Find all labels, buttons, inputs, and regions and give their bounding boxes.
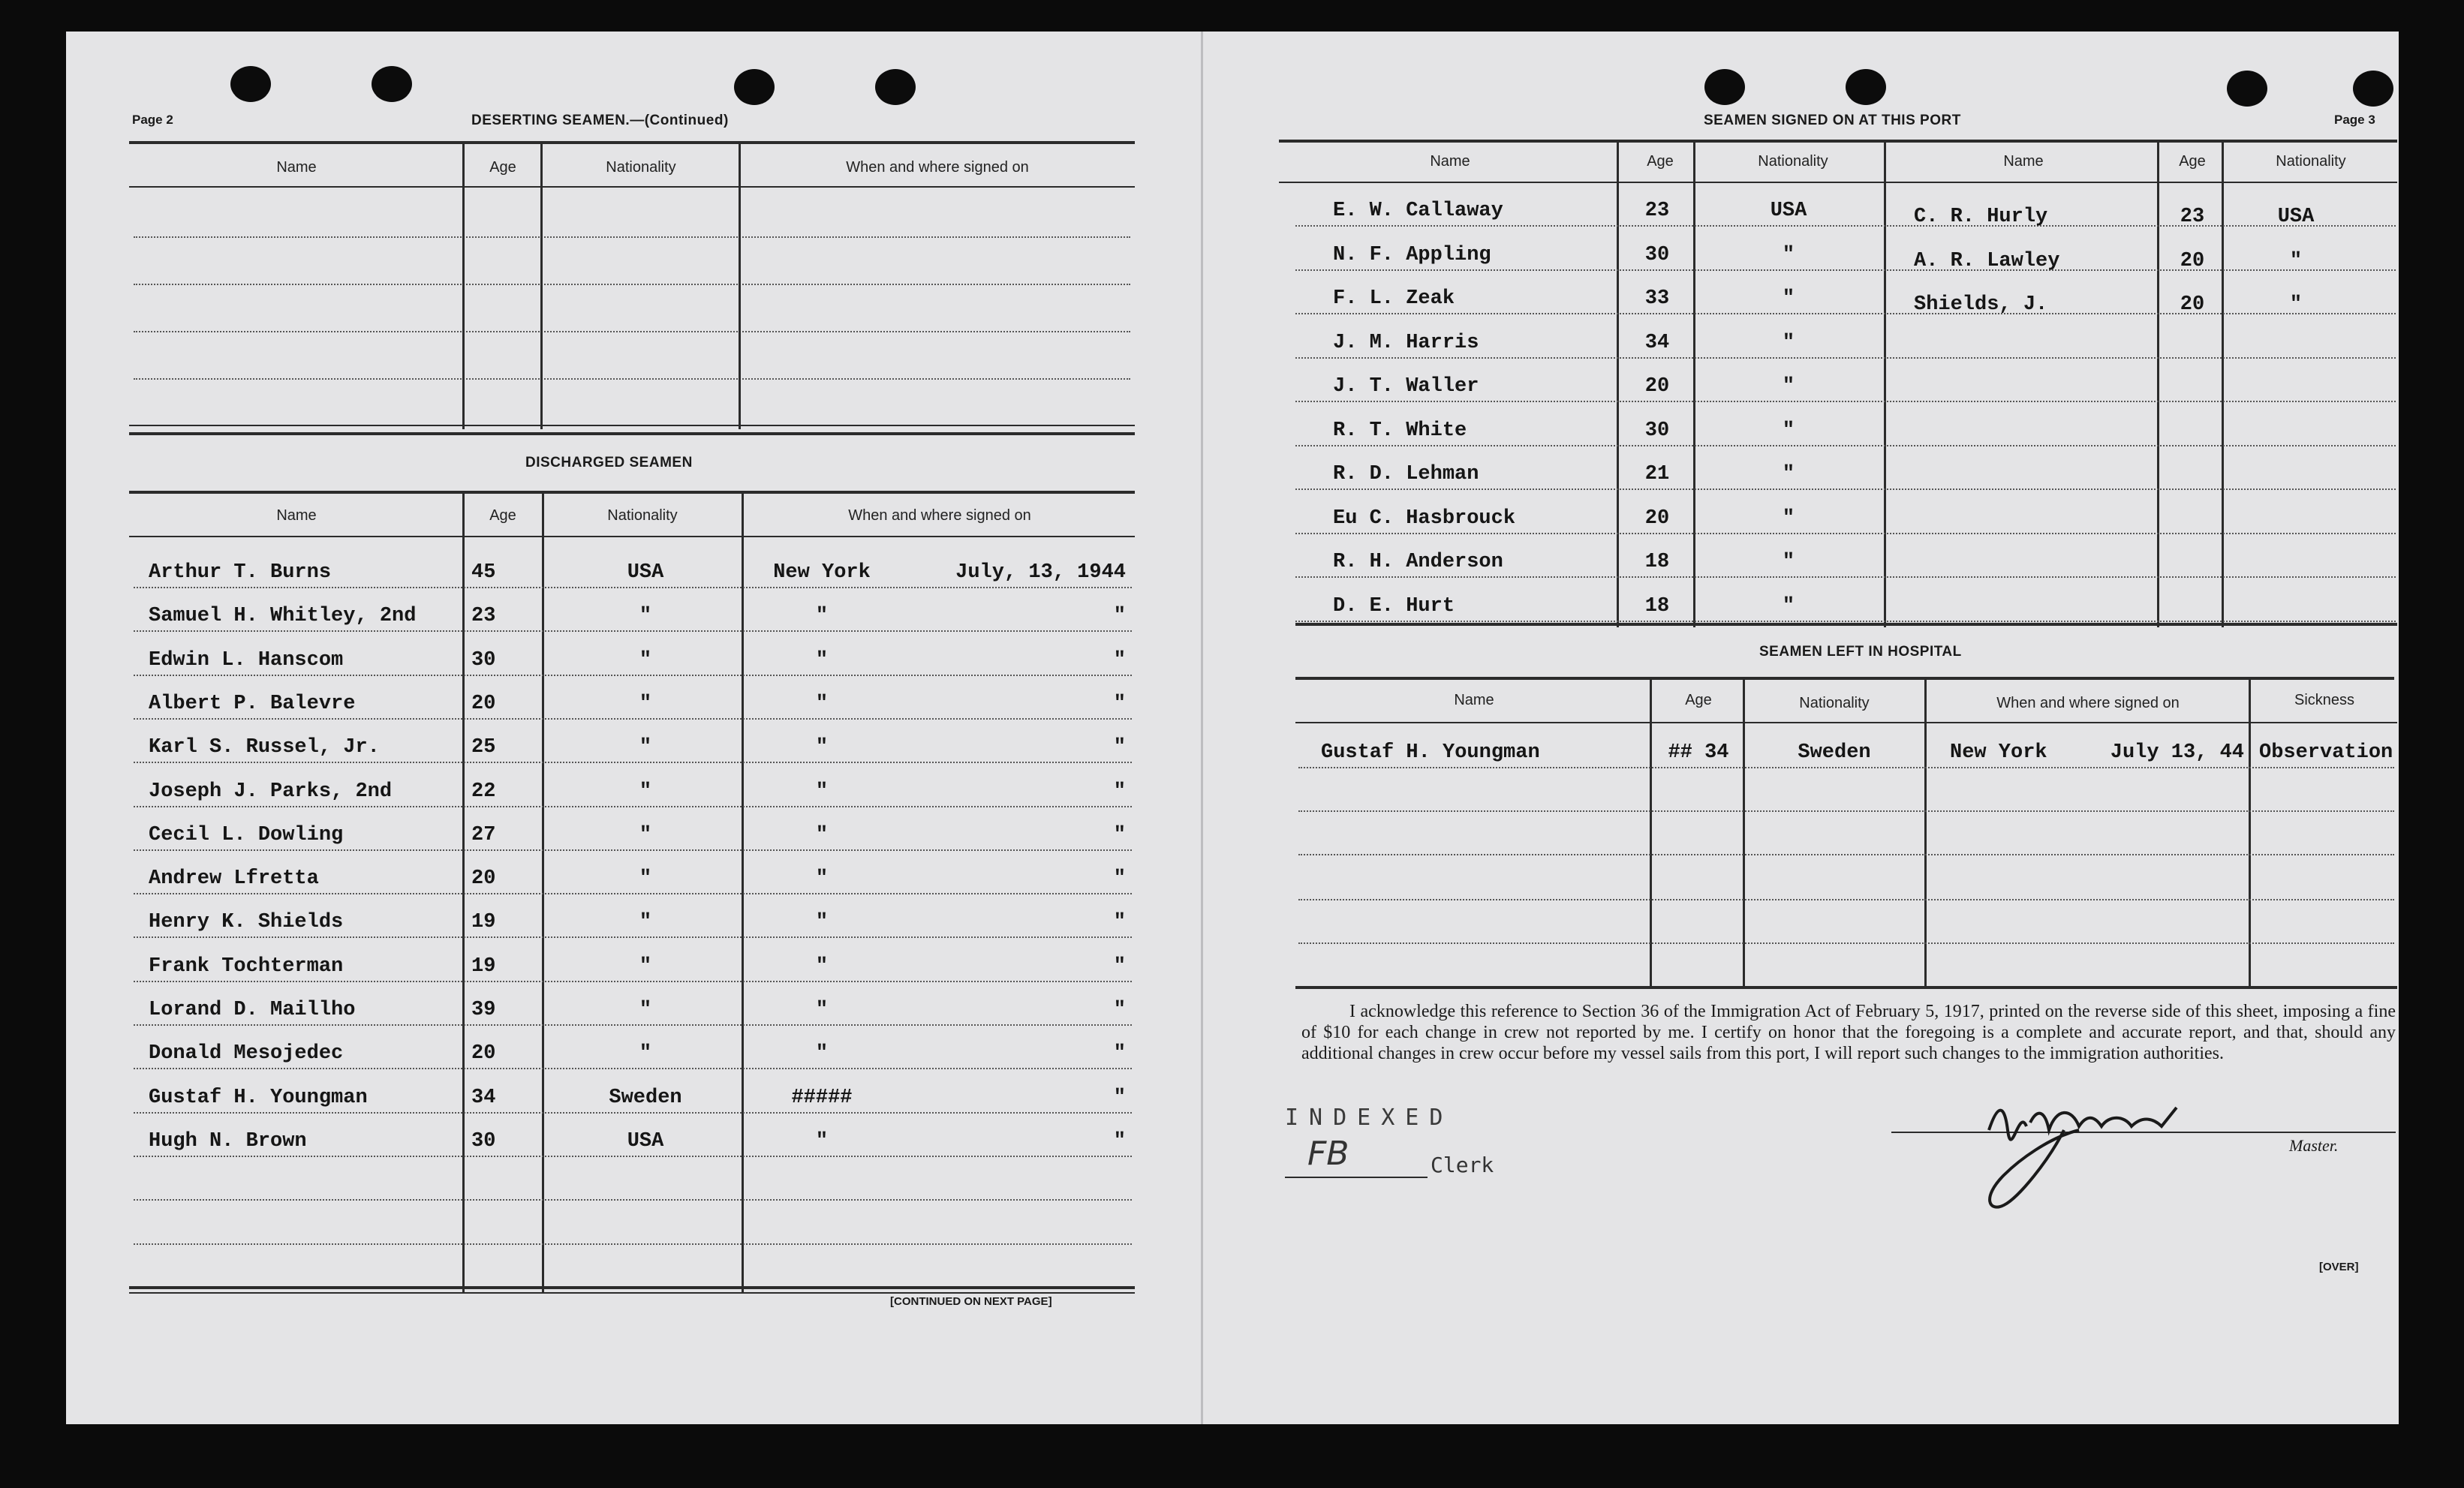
column-divider [2157,143,2159,627]
page-fold [1201,32,1203,1424]
row-line [1295,401,2396,402]
discharged-age: 30 [471,1129,496,1153]
discharged-place: " [815,911,829,934]
signed-nationality: " [1782,287,1795,310]
row-line [134,1243,1132,1245]
discharged-place: " [815,605,829,628]
rule [129,432,1135,435]
discharged-date: " [1113,1129,1126,1153]
deserting-header-signed-on: When and where signed on [846,159,1029,176]
discharged-age: 19 [471,911,496,934]
row-line [134,675,1132,676]
signed-nationality: " [1782,463,1795,485]
discharged-name: Joseph J. Parks, 2nd [149,780,393,803]
discharged-nationality: " [639,736,652,759]
discharged-date: July, 13, 1944 [955,561,1126,584]
rule [1285,1177,1428,1178]
row-line [1298,767,2394,768]
rule [129,425,1135,426]
discharged-name: Albert P. Balevre [149,692,356,715]
row-line [1295,576,2396,578]
discharged-header-name: Name [276,507,317,524]
discharged-place: " [815,1129,829,1153]
certification-text: I acknowledge this reference to Section 36 of the Immigration Act of February 5, 1917, printed on the reverse side of this sheet, imposing a fine of $10 for each change in crew not reported by me. I certify on honor that the foregoing is a complete and accurate report, and that, should any additional changes in crew occur before my vessel sails from this port, I will report such changes to the immigration authorities. [1301,1002,2396,1063]
discharged-name: Donald Mesojedec [149,1042,344,1066]
row-line [1295,357,2396,359]
row-line [134,893,1132,894]
signed-name: R. D. Lehman [1333,463,1479,485]
row-line [134,1156,1132,1157]
signed-age-2: 20 [2180,249,2205,272]
signed-on-title: SEAMEN SIGNED ON AT THIS PORT [1704,113,1961,128]
discharged-place: " [815,999,829,1021]
signed-name-2: C. R. Hurly [1914,206,2048,228]
master-label: Master. [2289,1136,2339,1155]
discharged-name: Henry K. Shields [149,911,344,934]
row-line [134,378,1130,380]
discharged-nationality: " [639,999,652,1021]
signed-header-name: Name [1430,153,1470,170]
row-line [134,1112,1132,1114]
discharged-place: ##### [791,1086,853,1109]
discharged-age: 30 [471,648,496,672]
row-line [134,1199,1132,1201]
rule [129,141,1135,144]
discharged-nationality: " [639,1042,652,1066]
row-line [1298,854,2394,855]
discharged-age: 39 [471,999,496,1021]
discharged-nationality: " [639,954,652,978]
discharged-date: " [1113,605,1126,628]
signed-age: 20 [1644,507,1670,530]
signed-name-2: Shields, J. [1914,293,2048,316]
discharged-age: 19 [471,954,496,978]
discharged-place: " [815,867,829,891]
discharged-place: " [815,648,829,672]
rule [1279,182,2397,183]
discharged-date: " [1113,867,1126,891]
discharged-age: 22 [471,780,496,803]
discharged-place: New York [773,561,871,584]
row-line [1295,621,2396,622]
discharged-age: 34 [471,1086,496,1109]
discharged-header-age: Age [489,507,516,524]
signed-age-2: 20 [2180,293,2205,316]
rule [129,1292,1135,1294]
hospital-date: July 13, 44 [2110,741,2244,764]
column-divider [540,144,543,429]
discharged-age: 45 [471,561,496,584]
hospital-nationality: Sweden [1798,741,1871,764]
hospital-age: ## 34 [1668,741,1729,764]
signed-name: Eu C. Hasbrouck [1333,507,1516,530]
hospital-title: SEAMEN LEFT IN HOSPITAL [1759,644,1962,660]
rule [1295,677,2394,680]
discharged-name: Frank Tochterman [149,954,344,978]
signed-nationality: " [1782,594,1795,618]
signed-name: R. T. White [1333,419,1467,442]
signed-name: R. H. Anderson [1333,551,1503,573]
deserting-header-name: Name [276,159,317,176]
signed-header-name-2: Name [2003,153,2044,170]
discharged-place: " [815,954,829,978]
signed-name: N. F. Appling [1333,243,1491,266]
row-line [134,806,1132,807]
discharged-place: " [815,823,829,846]
signed-nationality-2: " [2289,249,2303,272]
row-line [134,981,1132,982]
signed-nationality: USA [1770,200,1807,222]
discharged-date: " [1113,1042,1126,1066]
discharged-place: " [815,1042,829,1066]
discharged-name: Hugh N. Brown [149,1129,307,1153]
signed-nationality: " [1782,551,1795,573]
discharged-age: 20 [471,1042,496,1066]
signed-age-2: 23 [2180,206,2205,228]
discharged-date: " [1113,999,1126,1021]
discharged-header-nationality: Nationality [607,507,678,524]
hospital-header-name: Name [1454,692,1494,708]
discharged-name: Karl S. Russel, Jr. [149,736,380,759]
clerk-initials: FB [1307,1135,1349,1173]
signed-age: 18 [1644,551,1670,573]
row-line [1295,488,2396,490]
discharged-header-signed-on: When and where signed on [848,507,1031,524]
row-line [1298,942,2394,944]
signed-nationality: " [1782,507,1795,530]
discharged-name: Samuel H. Whitley, 2nd [149,605,417,628]
signed-nationality: " [1782,243,1795,266]
row-line [1298,810,2394,812]
hospital-header-nationality: Nationality [1799,695,1870,711]
row-line [134,936,1132,938]
punch-hole [1704,69,1745,105]
continued-footer: [CONTINUED ON NEXT PAGE] [890,1295,1052,1308]
punch-hole [875,69,916,105]
deserting-header-nationality: Nationality [606,159,676,176]
discharged-nationality: USA [627,1129,664,1153]
row-line [1298,899,2394,900]
discharged-nationality: " [639,692,652,715]
page-number-left: Page 2 [132,113,173,127]
discharged-nationality: " [639,823,652,846]
discharged-age: 20 [471,867,496,891]
discharged-name: Arthur T. Burns [149,561,332,584]
discharged-date: " [1113,911,1126,934]
discharged-nationality: Sweden [609,1086,682,1109]
row-line [134,762,1132,763]
rule [129,536,1135,537]
rule [129,1286,1135,1289]
hospital-header-sickness: Sickness [2294,692,2355,708]
discharged-nationality: " [639,780,652,803]
signed-age: 18 [1644,594,1670,618]
punch-hole [1846,69,1886,105]
over-label: [OVER] [2319,1261,2359,1273]
signed-name: D. E. Hurt [1333,594,1455,618]
discharged-nationality: " [639,867,652,891]
discharged-name: Cecil L. Dowling [149,823,344,846]
signed-age: 33 [1644,287,1670,310]
signed-age: 34 [1644,331,1670,354]
row-line [134,284,1130,285]
column-divider [462,144,465,429]
punch-hole [734,69,775,105]
column-divider [739,144,741,429]
signed-name-2: A. R. Lawley [1914,249,2060,272]
row-line [134,1068,1132,1069]
discharged-place: " [815,692,829,715]
discharged-nationality: " [639,911,652,934]
signed-age: 21 [1644,463,1670,485]
discharged-date: " [1113,823,1126,846]
row-line [134,331,1130,332]
discharged-date: " [1113,736,1126,759]
signed-nationality-2: " [2289,293,2303,316]
punch-hole [230,66,271,102]
signed-age: 20 [1644,375,1670,398]
row-line [1295,445,2396,446]
clerk-label: Clerk [1431,1153,1494,1177]
discharged-name: Gustaf H. Youngman [149,1086,368,1109]
discharged-date: " [1113,648,1126,672]
column-divider [1884,143,1886,627]
signed-nationality: " [1782,331,1795,354]
row-line [134,236,1130,238]
rule [1279,140,2397,143]
signed-name: J. M. Harris [1333,331,1479,354]
row-line [134,849,1132,851]
discharged-date: " [1113,692,1126,715]
row-line [134,1024,1132,1026]
hospital-name: Gustaf H. Youngman [1321,741,1540,764]
discharged-date: " [1113,954,1126,978]
row-line [134,587,1132,588]
discharged-age: 23 [471,605,496,628]
signed-header-age-2: Age [2179,153,2206,170]
deserting-header-age: Age [489,159,516,176]
signed-name: F. L. Zeak [1333,287,1455,310]
signed-age: 23 [1644,200,1670,222]
row-line [134,630,1132,632]
column-divider [1617,143,1619,627]
punch-hole [2353,71,2393,107]
signed-nationality-2: USA [2277,206,2315,228]
row-line [1295,533,2396,534]
hospital-sickness: Observation [2259,741,2393,764]
discharged-nationality: USA [627,561,664,584]
hospital-place: New York [1950,741,2047,764]
discharged-date: " [1113,780,1126,803]
signed-age: 30 [1644,419,1670,442]
rule [1295,722,2397,723]
row-line [134,718,1132,720]
discharged-nationality: " [639,605,652,628]
discharged-place: " [815,736,829,759]
signed-nationality: " [1782,419,1795,442]
rule [129,186,1135,188]
signed-name: E. W. Callaway [1333,200,1503,222]
page-number-right: Page 3 [2334,113,2375,127]
rule [1295,986,2397,989]
discharged-nationality: " [639,648,652,672]
rule [1295,623,2397,626]
signed-age: 30 [1644,243,1670,266]
discharged-date: " [1113,1086,1126,1109]
punch-hole [372,66,412,102]
rule [129,491,1135,494]
signed-name: J. T. Waller [1333,375,1479,398]
deserting-seamen-title: DESERTING SEAMEN.—(Continued) [471,113,729,128]
discharged-name: Lorand D. Maillho [149,999,356,1021]
manifest-sheet [66,32,2399,1424]
discharged-age: 20 [471,692,496,715]
signed-nationality: " [1782,375,1795,398]
discharged-place: " [815,780,829,803]
discharged-age: 25 [471,736,496,759]
signed-header-nationality: Nationality [1758,153,1828,170]
hospital-header-age: Age [1685,692,1712,708]
indexed-stamp: INDEXED [1285,1105,1454,1131]
punch-hole [2227,71,2267,107]
signed-header-nationality-2: Nationality [2276,153,2346,170]
discharged-name: Andrew Lfretta [149,867,319,891]
discharged-seamen-title: DISCHARGED SEAMEN [525,455,693,470]
hospital-header-signed-on: When and where signed on [1996,695,2180,711]
discharged-age: 27 [471,823,496,846]
signed-header-age: Age [1647,153,1674,170]
discharged-name: Edwin L. Hanscom [149,648,344,672]
master-signature [1974,1085,2222,1213]
